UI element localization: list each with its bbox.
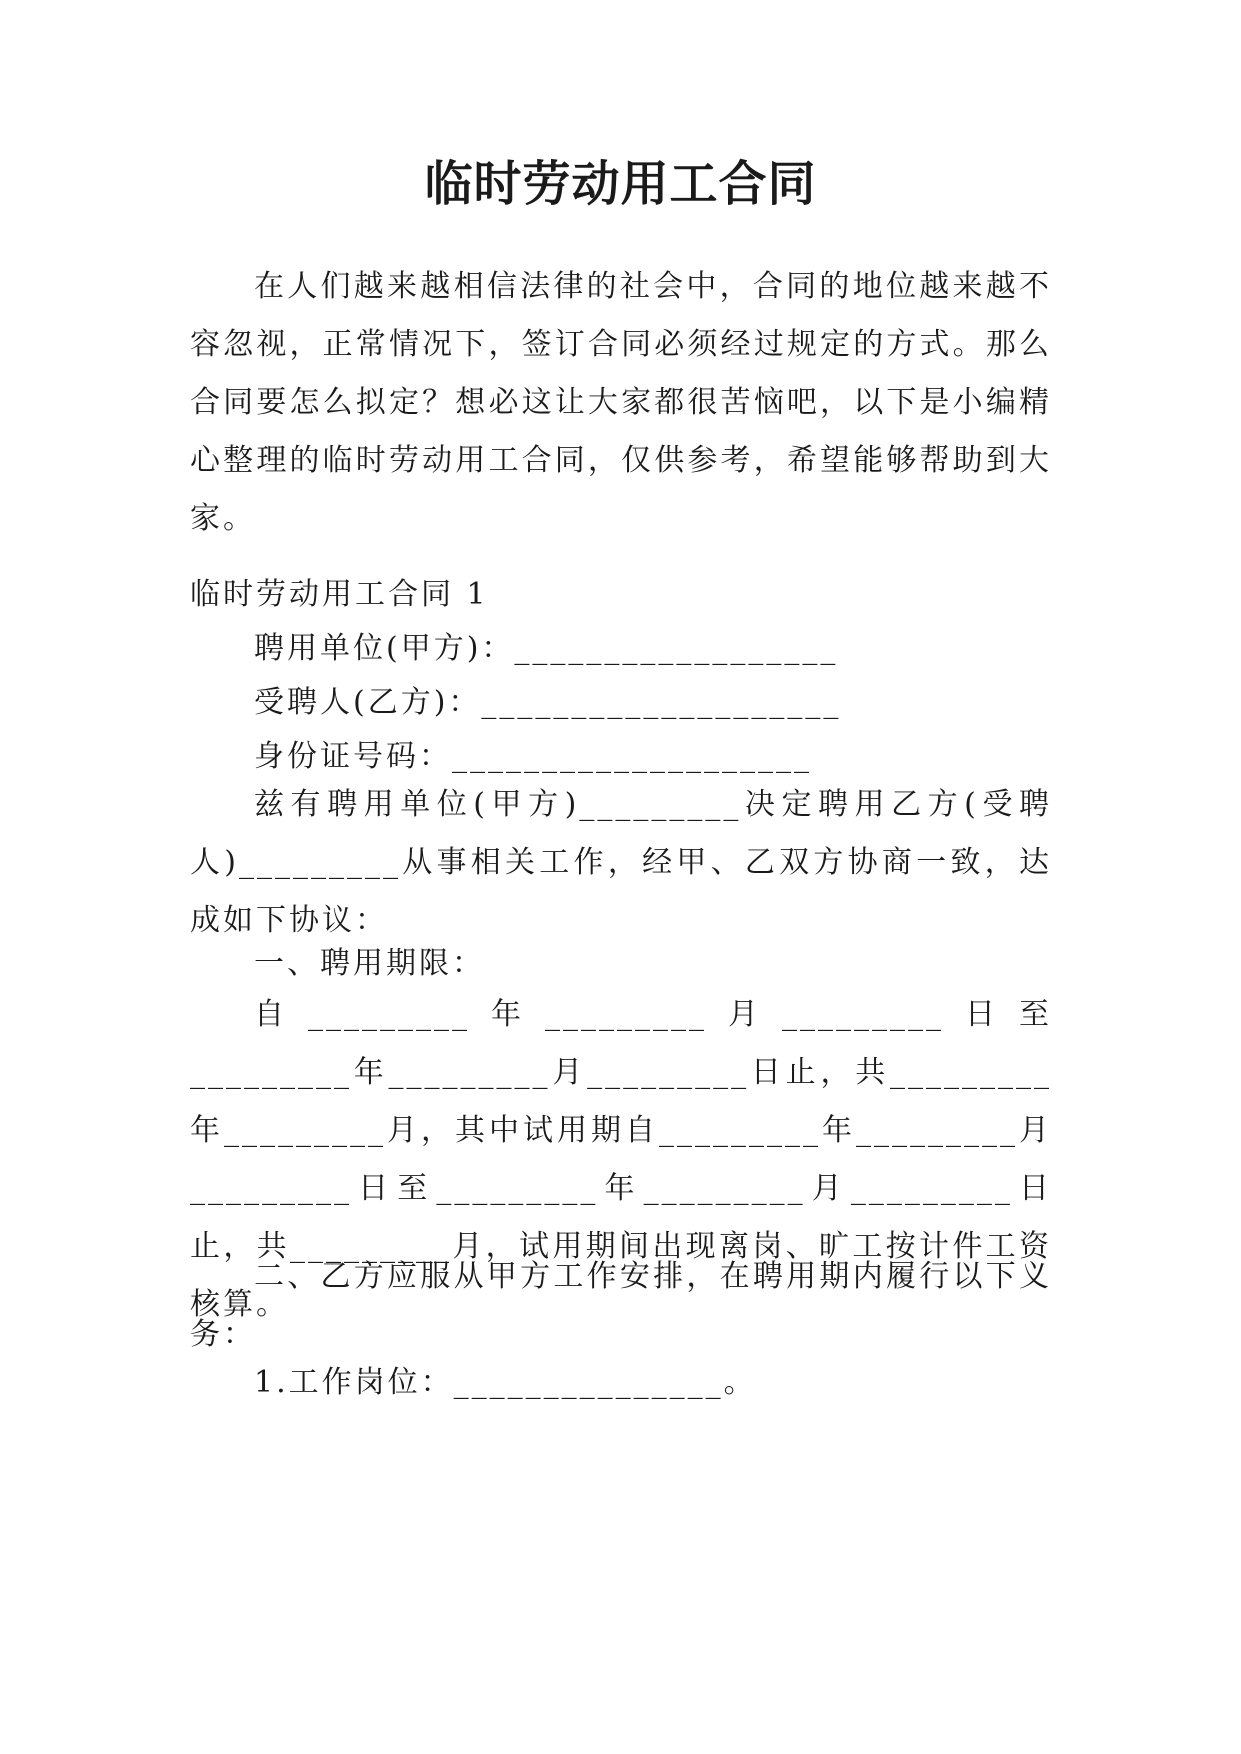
employer-field: 聘用单位(甲方)：__________________ (254, 631, 839, 666)
clause-1-text: 自_________年_________月_________日至_________年_________月_________日止，共_________年_________月，其中试用期自_________年_________月_________日至_________年_________月_________日止，共_________月，试用期间出现离岗、旷工按计件工资核算。 (190, 997, 1052, 1322)
intro-paragraph: 在人们越来越相信法律的社会中，合同的地位越来越不容忽视，正常情况下，签订合同必须经过规定的方式。那么合同要怎么拟定？想必这让大家都很苦恼吧，以下是小编精心整理的临时劳动用工合同，仅供参考，希望能够帮助到大家。 (190, 269, 1052, 536)
id-number-field: 身份证号码：____________________ (254, 739, 812, 774)
clause-1-title: 一、聘用期限： (254, 946, 485, 981)
employee-field: 受聘人(乙方)：____________________ (254, 685, 842, 720)
agreement-paragraph: 兹有聘用单位(甲方)_________决定聘用乙方(受聘人)_________从事相关工作，经甲、乙双方协商一致，达成如下协议： (190, 787, 1052, 938)
document-title: 临时劳动用工合同 (424, 156, 817, 212)
clause-2-title: 二、乙方应服从甲方工作安排，在聘用期内履行以下义务： (190, 1259, 1052, 1352)
clause-2-item-1: 1.工作岗位：_______________。 (254, 1365, 757, 1400)
section-title: 临时劳动用工合同 1 (190, 577, 489, 612)
